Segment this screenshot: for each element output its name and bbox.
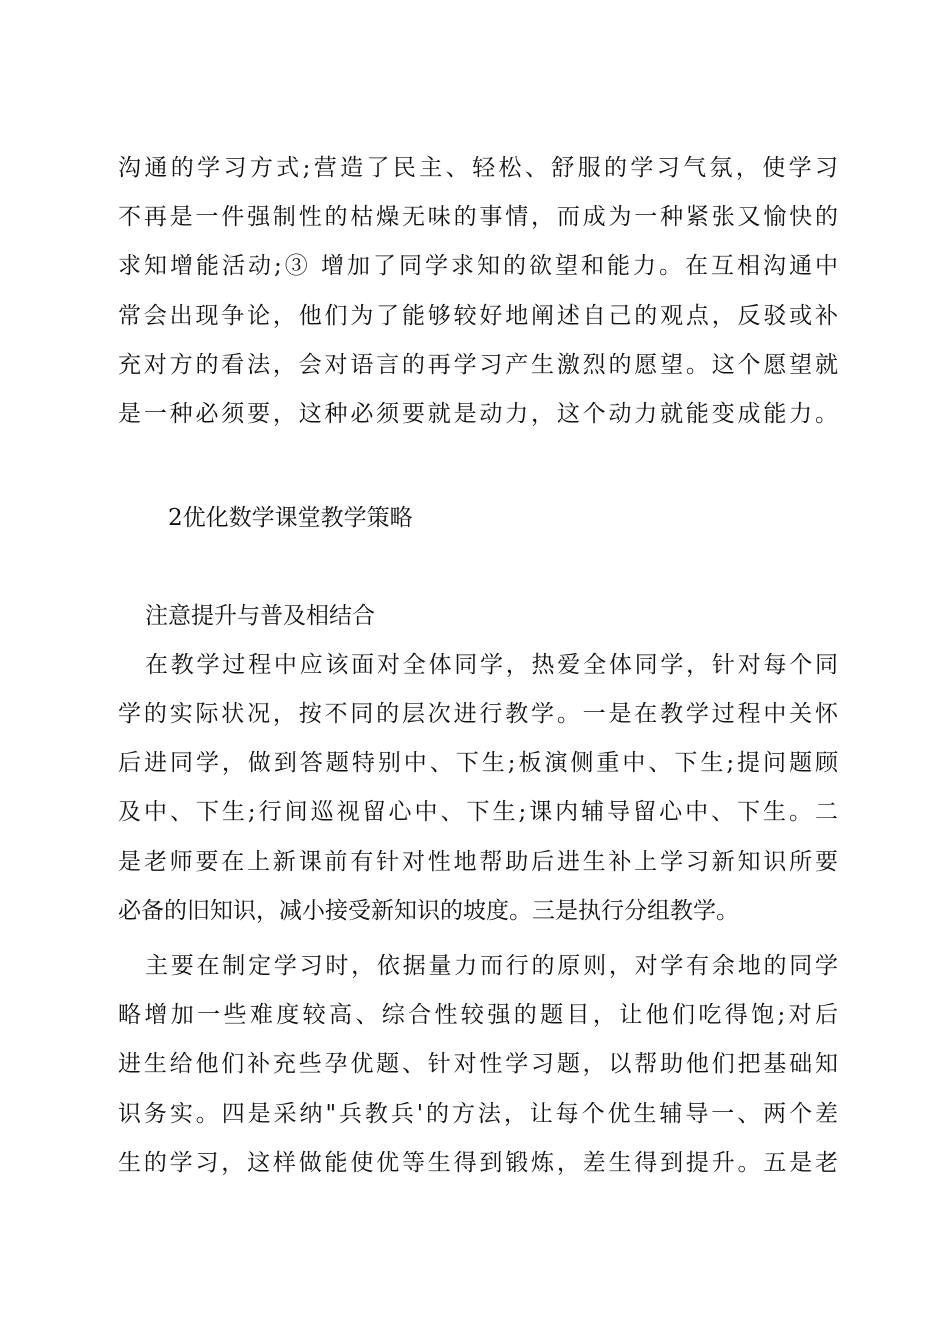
paragraph-3-line-5: 生的学习，这样做能使优等生得到锻炼，差生得到提升。五是老 xyxy=(118,1150,838,1176)
paragraph-3-line-4: 识务实。四是采纳"兵教兵'的方法，让每个优生辅导一、两个差 xyxy=(118,1101,838,1127)
section-heading: 2优化数学课堂教学策略 xyxy=(168,505,413,531)
paragraph-1-line-1: 沟通的学习方式;营造了民主、轻松、舒服的学习气氛，使学习 xyxy=(118,155,838,181)
sub-heading: 注意提升与普及相结合 xyxy=(145,603,375,629)
paragraph-3-line-2: 略增加一些难度较高、综合性较强的题目，让他们吃得饱;对后 xyxy=(118,1002,838,1028)
paragraph-3-line-1: 主要在制定学习时，依据量力而行的原则，对学有余地的同学 xyxy=(145,953,838,979)
paragraph-1-line-5: 充对方的看法，会对语言的再学习产生激烈的愿望。这个愿望就 xyxy=(118,352,838,378)
paragraph-1-line-3: 求知增能活动;③ 增加了同学求知的欲望和能力。在互相沟通中 xyxy=(118,253,838,279)
paragraph-2-line-2: 学的实际状况，按不同的层次进行教学。一是在教学过程中关怀 xyxy=(118,701,838,727)
paragraph-2-line-6: 必备的旧知识，减小接受新知识的坡度。三是执行分组教学。 xyxy=(118,898,739,924)
paragraph-1-line-6: 是一种必须要，这种必须要就是动力，这个动力就能变成能力。 xyxy=(118,401,838,427)
paragraph-2-line-4: 及中、下生;行间巡视留心中、下生;课内辅导留心中、下生。二 xyxy=(118,799,838,825)
paragraph-2-line-5: 是老师要在上新课前有针对性地帮助后进生补上学习新知识所要 xyxy=(118,849,838,875)
paragraph-3-line-3: 进生给他们补充些孕优题、针对性学习题，以帮助他们把基础知 xyxy=(118,1051,838,1077)
paragraph-1-line-2: 不再是一件强制性的枯燥无味的事情，而成为一种紧张又愉快的 xyxy=(118,204,838,230)
paragraph-2-line-1: 在教学过程中应该面对全体同学，热爱全体同学，针对每个同 xyxy=(145,652,838,678)
paragraph-2-line-3: 后进同学，做到答题特别中、下生;板演侧重中、下生;提问题顾 xyxy=(118,750,838,776)
paragraph-1-line-4: 常会出现争论，他们为了能够较好地阐述自己的观点，反驳或补 xyxy=(118,303,838,329)
